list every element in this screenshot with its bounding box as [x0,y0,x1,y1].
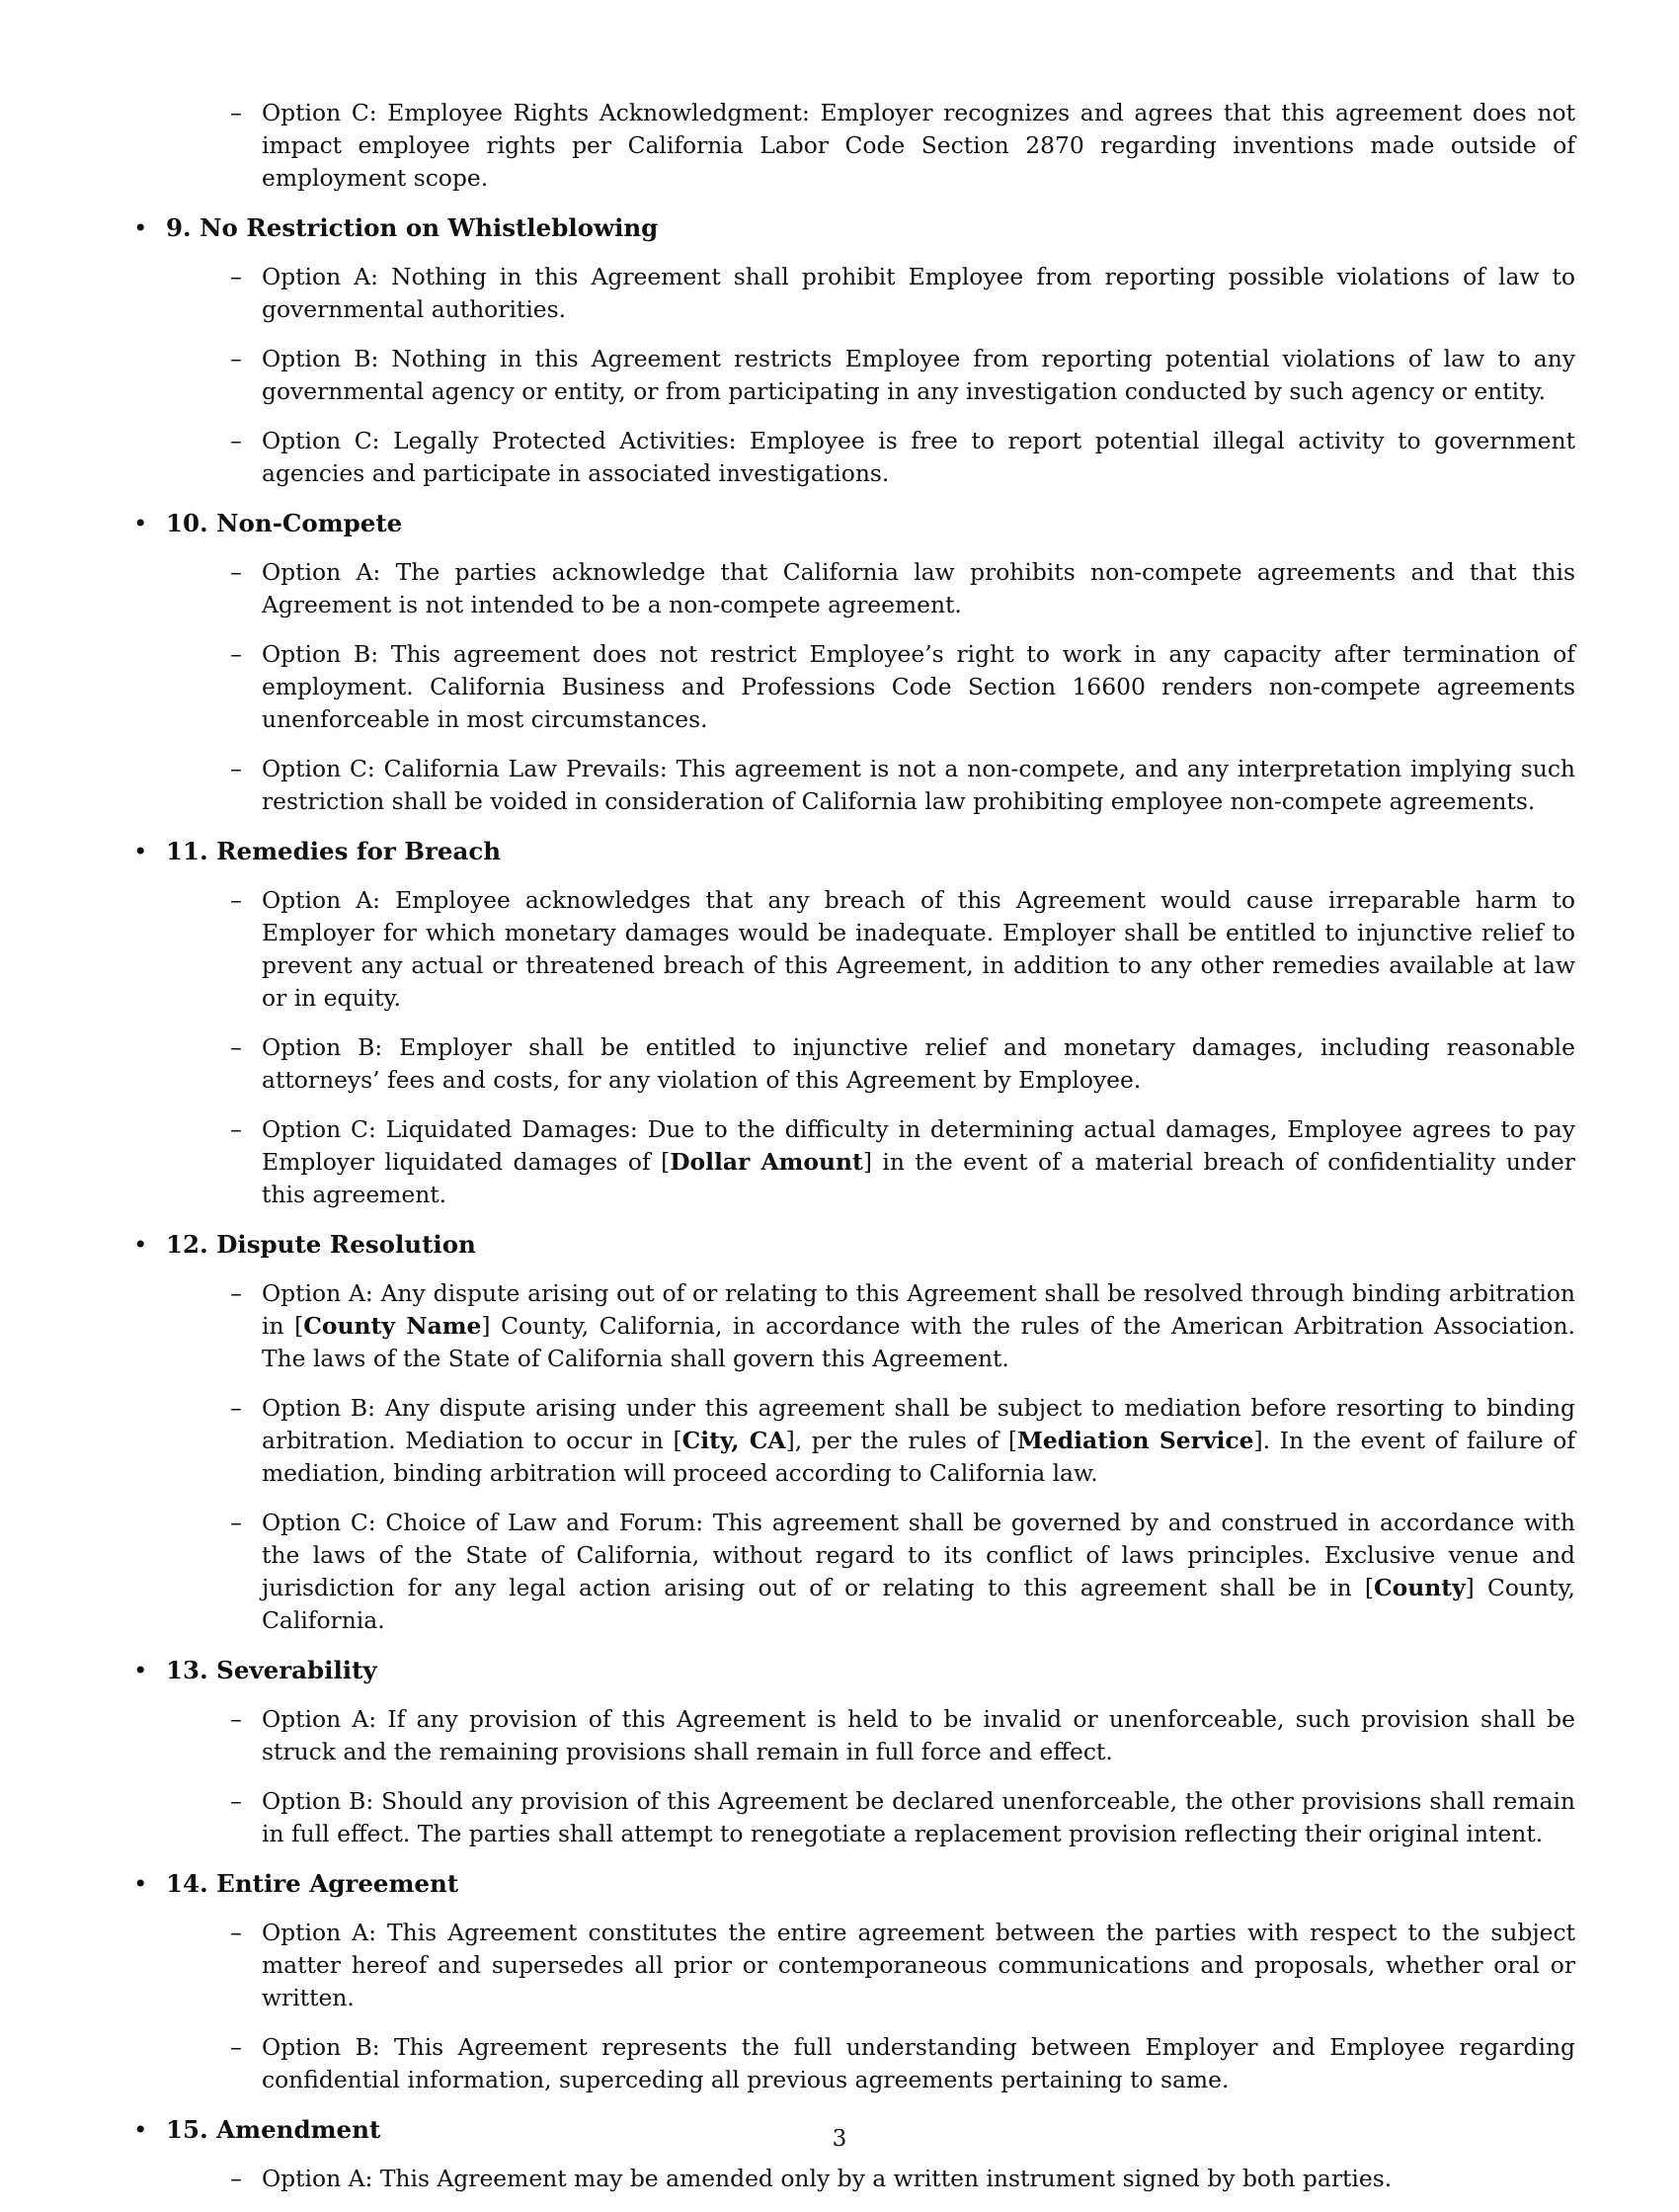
placeholder-mediation-service: Mediation Service [1017,1427,1254,1454]
option-item: – Option A: This Agreement constitutes the entire agreement between the parties with respect to the subject matter hereof and supersedes all prior or contemporaneous communications and proposals, whether oral or written. [225,1917,1575,2014]
section-heading: • 14. Entire Agreement [133,1869,459,1898]
dash-marker: – [230,755,242,782]
dash-marker: – [230,1919,242,1946]
dash-marker: – [230,1279,242,1307]
option-item: – Option A: Any dispute arising out of or relating to this Agreement shall be resolved through binding arbitration in [County Name] County, California, in accordance with the rules of the American Arbitration Association. The laws of the State of California shall govern this Agreement. [225,1277,1575,1375]
dash-marker: – [230,1509,242,1536]
section-non-compete [133,507,1575,818]
option-item: – Option A: This Agreement may be amended only by a written instrument signed by both parties. [225,2163,1575,2195]
dash-marker: – [230,99,242,126]
section-whistleblowing [133,211,1575,490]
bullet-marker: • [133,509,148,537]
dash-marker: – [230,427,242,454]
dash-marker: – [230,1115,242,1143]
section-severability [133,1654,1575,1850]
dash-marker: – [230,886,242,914]
dash-marker: – [230,558,242,586]
bullet-marker: • [133,213,148,242]
option-item: – Option A: Employee acknowledges that any breach of this Agreement would cause irreparable harm to Employer for which monetary damages would be inadequate. Employer shall be entitled to injunctive relief to prevent any actual or threatened breach of this Agreement, in addition to any other remedies available at law or in equity. [225,884,1575,1015]
option-item: – Option B: Should any provision of this Agreement be declared unenforceable, the other provisions shall remain in full effect. The parties shall attempt to renegotiate a replacement provision reflecting their original intent. [225,1785,1575,1850]
section-remedies [133,835,1575,1211]
section-heading: • 10. Non-Compete [133,509,403,537]
bullet-marker: • [133,837,148,865]
section-entire-agreement [133,1867,1575,2096]
dash-marker: – [230,1787,242,1815]
page-number: 3 [832,2126,847,2152]
bullet-marker: • [133,1869,148,1898]
placeholder-city: City, CA [681,1427,786,1454]
option-item: – Option A: The parties acknowledge that California law prohibits non-compete agreements and that this Agreement is not intended to be a non-compete agreement. [225,556,1575,621]
section-heading: • 11. Remedies for Breach [133,837,502,865]
dash-marker: – [230,640,242,668]
option-item: – Option B: Employer shall be entitled to injunctive relief and monetary damages, including reasonable attorneys’ fees and costs, for any violation of this Agreement by Employee. [225,1031,1575,1097]
section-heading: • 13. Severability [133,1656,377,1684]
option-item: – Option C: California Law Prevails: This agreement is not a non-compete, and any interpretation implying such restriction shall be voided in consideration of California law prohibiting employee non-compete agreements. [225,753,1575,818]
dash-marker: – [230,263,242,290]
option-item: – Option B: Any dispute arising under this agreement shall be subject to mediation before resorting to binding arbitration. Mediation to occur in [City, CA], per the rules of [Mediation Service]. In the event of failure of mediation, binding arbitration will proceed according to California law. [225,1392,1575,1490]
dash-marker: – [230,1705,242,1733]
option-item: – Option A: Nothing in this Agreement shall prohibit Employee from reporting possible violations of law to governmental authorities. [225,261,1575,326]
option-continued: – Option C: Employee Rights Acknowledgment: Employer recognizes and agrees that this agreement does not impact employee rights per California Labor Code Section 2870 regarding inventions made outside of employment scope. [225,97,1575,195]
placeholder-county-name: County Name [303,1312,482,1340]
option-item: – Option B: Nothing in this Agreement restricts Employee from reporting potential violations of law to any governmental agency or entity, or from participating in any investigation conducted by such agency or entity. [225,343,1575,408]
section-dispute-resolution [133,1228,1575,1637]
section-heading: • 12. Dispute Resolution [133,1230,476,1259]
option-item: – Option A: If any provision of this Agreement is held to be invalid or unenforceable, such provision shall be struck and the remaining provisions shall remain in full force and effect. [225,1703,1575,1768]
section-heading: • 9. No Restriction on Whistleblowing [133,213,659,242]
option-item: – Option C: Legally Protected Activities: Employee is free to report potential illegal activity to government agencies and participate in associated investigations. [225,425,1575,490]
placeholder-county: County [1374,1574,1466,1601]
placeholder-dollar-amount: Dollar Amount [670,1148,863,1176]
option-item: – Option B: This agreement does not restrict Employee’s right to work in any capacity after termination of employment. California Business and Professions Code Section 16600 renders non-compete agreements unenforceable in most circumstances. [225,638,1575,736]
option-item: – Option C: Choice of Law and Forum: This agreement shall be governed by and construed in accordance with the laws of the State of California, without regard to its conflict of laws principles. Exclusive venue and jurisdiction for any legal action arising out of or relating to this agreement shall be in [County] County, California. [225,1507,1575,1637]
bullet-marker: • [133,1656,148,1684]
bullet-marker: • [133,2115,148,2144]
dash-marker: – [230,345,242,372]
dash-marker: – [230,1394,242,1422]
option-item: – Option C: Liquidated Damages: Due to the difficulty in determining actual damages, Employee agrees to pay Employer liquidated damages of [Dollar Amount] in the event of a material breach of confidentiality under this agreement. [225,1113,1575,1211]
section-heading: • 15. Amendment [133,2115,381,2144]
option-item: – Option B: This Agreement represents the full understanding between Employer and Employee regarding confidential information, superceding all previous agreements pertaining to same. [225,2031,1575,2096]
dash-marker: – [230,1033,242,1061]
document-page [133,97,1575,2212]
dash-marker: – [230,2033,242,2061]
bullet-marker: • [133,1230,148,1259]
dash-marker: – [230,2165,242,2192]
